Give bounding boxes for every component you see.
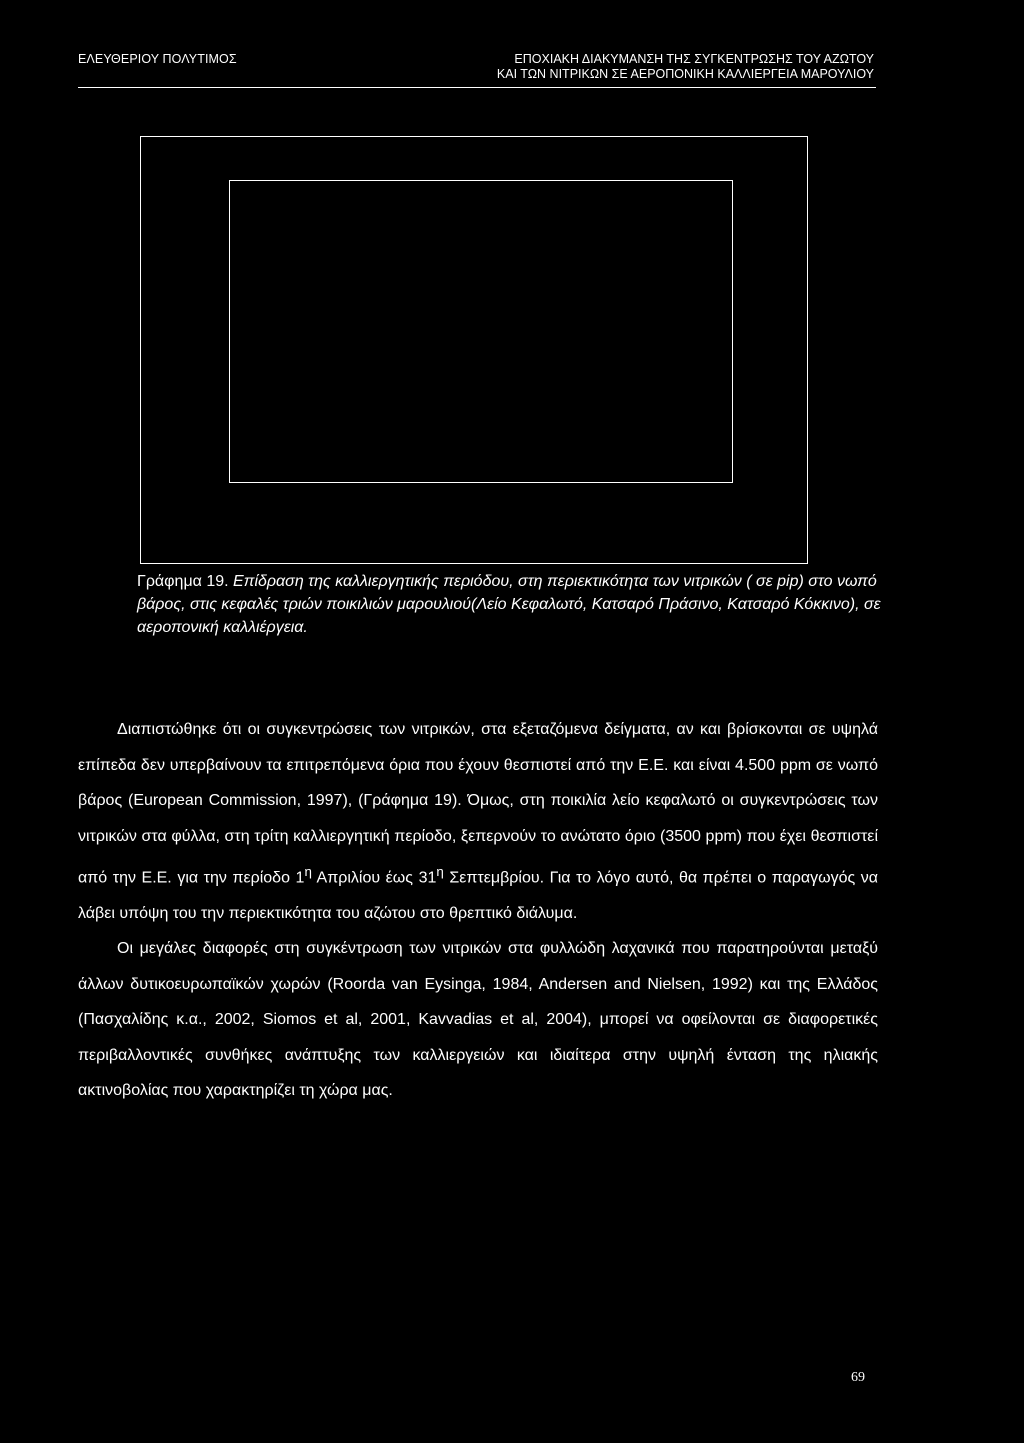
paragraph bbox=[78, 712, 878, 931]
figure-placeholder bbox=[140, 136, 808, 564]
running-header-title-line2: ΚΑΙ ΤΩΝ ΝΙΤΡΙΚΩΝ ΣΕ ΑΕΡΟΠΟΝΙΚΗ ΚΑΛΛΙΕΡΓΕΙΑ ΜΑΡΟΥΛΙΟΥ bbox=[496, 67, 874, 81]
running-header-title bbox=[497, 52, 874, 82]
paragraph: Οι μεγάλες διαφορές στη συγκέντρωση των νιτρικών στα φυλλώδη λαχανικά που παρατηρούνται μεταξύ άλλων δυτικοευρωπαϊκών χωρών (Roorda van Eysinga, 1984, Andersen and Nielsen, 1992) και της Ελλάδος (Πασχαλίδης κ.α., 2002, Siomos et al, 2001, Kavvadias et al, 2004), μπορεί να οφείλονται σε διαφορετικές περιβαλλοντικές συνθήκες ανάπτυξης των καλλιεργειών και ιδιαίτερα στην υψηλή ένταση της ηλιακής ακτινοβολίας που χαρακτηρίζει τη χώρα μας. bbox=[78, 940, 878, 1100]
header-divider bbox=[78, 87, 876, 88]
paragraph-text: Διαπιστώθηκε ότι οι συγκεντρώσεις των νιτρικών, στα εξεταζόμενα δείγματα, αν και βρίσκονται σε υψηλά επίπεδα δεν υπερβαίνουν τα επιτρεπόμενα όρια που έχουν θεσπιστεί από την Ε.Ε. και είναι 4.500 ppm σε νωπό βάρος (European Commission, 1997), (Γράφημα 19). Όμως, στη ποικιλία λείο κεφαλωτό οι συγκεντρώσεις των νιτρικών στα φύλλα, στη τρίτη καλλιεργητική περίοδο, ξεπερνούν το ανώτατο όριο (3500 ppm) που έχει θεσπιστεί από την Ε.Ε. για την περίοδο 1 bbox=[78, 721, 878, 887]
ordinal-superscript: η bbox=[436, 864, 444, 879]
ordinal-superscript: η bbox=[304, 864, 312, 879]
figure-plot-area bbox=[229, 180, 733, 483]
paragraph-text: Σεπτεμβρίου. Για το λόγο αυτό, θα πρέπει ο παραγωγός να λάβει υπόψη του την περιεκτικότητα του αζώτου στο θρεπτικό διάλυμα. bbox=[78, 869, 879, 922]
paragraph-text: Απριλίου έως 31 bbox=[311, 869, 437, 887]
body-text bbox=[78, 712, 878, 1109]
page-number: 69 bbox=[851, 1370, 865, 1385]
running-header-author: ΕΛΕΥΘΕΡΙΟΥ ΠΟΛΥΤΙΜΟΣ bbox=[78, 52, 237, 66]
running-header-title-line1: ΕΠΟΧΙΑΚΗ ΔΙΑΚΥΜΑΝΣΗ ΤΗΣ ΣΥΓΚΕΝΤΡΩΣΗΣ ΤΟΥ ΑΖΩΤΟΥ bbox=[514, 52, 874, 66]
figure-caption-label: Γράφημα 19. bbox=[137, 573, 229, 590]
figure-caption bbox=[137, 570, 882, 639]
figure-caption-text: Επίδραση της καλλιεργητικής περιόδου, στη περιεκτικότητα των νιτρικών ( σε pip) στο νωπό βάρος, στις κεφαλές τριών ποικιλιών μαρουλιού(Λείο Κεφαλωτό, Κατσαρό Πράσινο, Κατσαρό Κόκκινο), σε αεροπονική καλλιέργεια. bbox=[137, 573, 881, 636]
